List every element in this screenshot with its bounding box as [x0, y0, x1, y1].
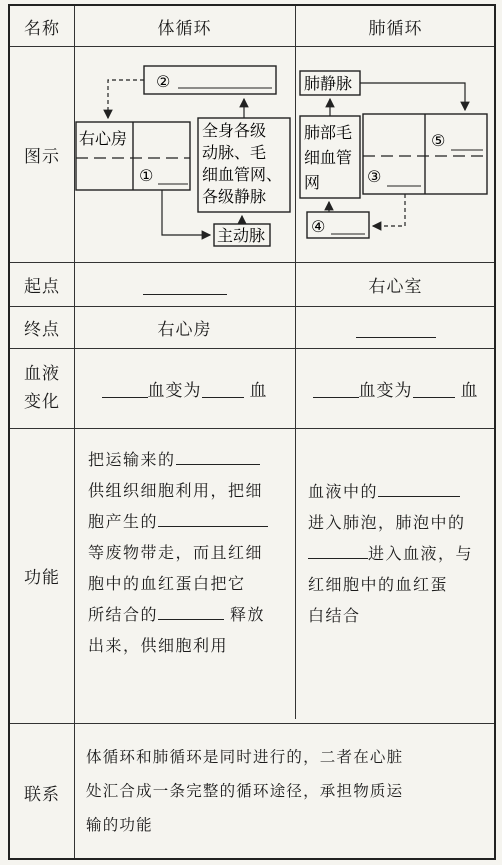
pulmonary-blood-middle: 血变为	[358, 380, 413, 401]
relation-line-1: 体循环和肺循环是同时进行的，二者在心脏	[86, 748, 404, 766]
arrow-to-right-atrium	[108, 80, 144, 118]
pulmonary-blood-after-blank[interactable]	[413, 379, 455, 398]
right-atrium-label: 右心房	[79, 129, 128, 148]
row-divider	[10, 428, 494, 429]
systemic-start-value[interactable]	[143, 274, 227, 295]
systemic-function-text	[88, 444, 292, 661]
arrow-to-box-4	[373, 194, 405, 226]
sf-line-2: 供组织细胞利用，把细	[88, 481, 264, 500]
row-divider	[10, 723, 494, 724]
row-label-end: 终点	[24, 319, 60, 340]
pulmonary-vein-label: 肺静脉	[304, 74, 353, 93]
marker-3: ③	[367, 167, 382, 186]
marker-2: ②	[156, 72, 171, 91]
row-label-start: 起点	[24, 276, 60, 297]
marker-5: ⑤	[431, 131, 446, 150]
sf-line-6: 所结合的	[88, 605, 159, 624]
tissue-line-2: 动脉、毛	[202, 143, 267, 162]
systemic-blood-end: 血	[249, 380, 268, 401]
sf-blank-2[interactable]	[158, 508, 268, 527]
circulation-table	[8, 4, 496, 860]
capillary-line-3: 网	[304, 173, 321, 192]
relation-line-3: 输的功能	[86, 816, 153, 834]
aorta-label: 主动脉	[217, 226, 266, 245]
sf-line-7: 出来，供细胞利用	[88, 636, 229, 655]
systemic-blood-middle: 血变为	[147, 380, 202, 401]
systemic-circulation-diagram	[74, 46, 295, 262]
systemic-blood-before-blank[interactable]	[102, 379, 148, 398]
pulmonary-start: 右心室	[368, 276, 423, 297]
relation-text	[86, 740, 494, 842]
tissue-line-4: 各级静脉	[202, 187, 267, 206]
pulmonary-end-value[interactable]	[356, 317, 436, 338]
pulmonary-blood-change	[295, 348, 496, 428]
pf-line-5: 白结合	[308, 606, 361, 625]
pulmonary-end-blank[interactable]	[295, 306, 496, 348]
header-name: 名称	[24, 18, 60, 39]
pf-line-2: 进入肺泡，肺泡中的	[308, 513, 466, 532]
pf-line-4: 红细胞中的血红蛋	[308, 575, 449, 594]
sf-blank-3[interactable]	[158, 601, 224, 620]
tissue-line-3: 细血管网、	[202, 165, 283, 184]
pf-blank-2[interactable]	[308, 540, 368, 559]
pf-line-3: 进入血液，与	[368, 544, 474, 563]
row-label-diagram: 图示	[24, 146, 60, 167]
pulmonary-blood-before-blank[interactable]	[313, 379, 359, 398]
blood-change-label-1: 血液	[24, 364, 60, 384]
row-label-blood-change	[10, 348, 74, 428]
systemic-blood-after-blank[interactable]	[202, 379, 244, 398]
marker-4: ④	[311, 217, 326, 236]
sf-line-1: 把运输来的	[88, 450, 176, 469]
sf-line-4: 等废物带走，而且红细	[88, 543, 264, 562]
pulmonary-function-text	[308, 476, 494, 631]
pulmonary-blood-end: 血	[460, 380, 479, 401]
sf-line-3: 胞产生的	[88, 512, 159, 531]
systemic-start-blank[interactable]	[74, 262, 295, 306]
arrow-to-left-atrium	[360, 83, 465, 110]
relation-line-2: 处汇合成一条完整的循环途径，承担物质运	[86, 782, 404, 800]
capillary-line-2: 细血管	[304, 148, 353, 167]
header-systemic: 体循环	[157, 18, 212, 39]
pulmonary-circulation-diagram	[295, 46, 496, 262]
sf-blank-1[interactable]	[176, 446, 260, 465]
systemic-blood-change	[74, 348, 295, 428]
capillary-line-1: 肺部毛	[304, 123, 353, 142]
pf-blank-1[interactable]	[378, 478, 460, 497]
marker-1: ①	[139, 166, 154, 185]
pf-line-1: 血液中的	[308, 482, 379, 501]
systemic-end: 右心房	[157, 319, 212, 340]
sf-line-6b: 释放	[230, 605, 266, 624]
blood-change-label-2: 变化	[24, 392, 60, 412]
sf-line-5: 胞中的血红蛋白把它	[88, 574, 246, 593]
header-pulmonary: 肺循环	[368, 18, 423, 39]
tissue-line-1: 全身各级	[202, 121, 267, 140]
row-label-relation: 联系	[24, 785, 60, 805]
row-label-function: 功能	[24, 568, 60, 588]
